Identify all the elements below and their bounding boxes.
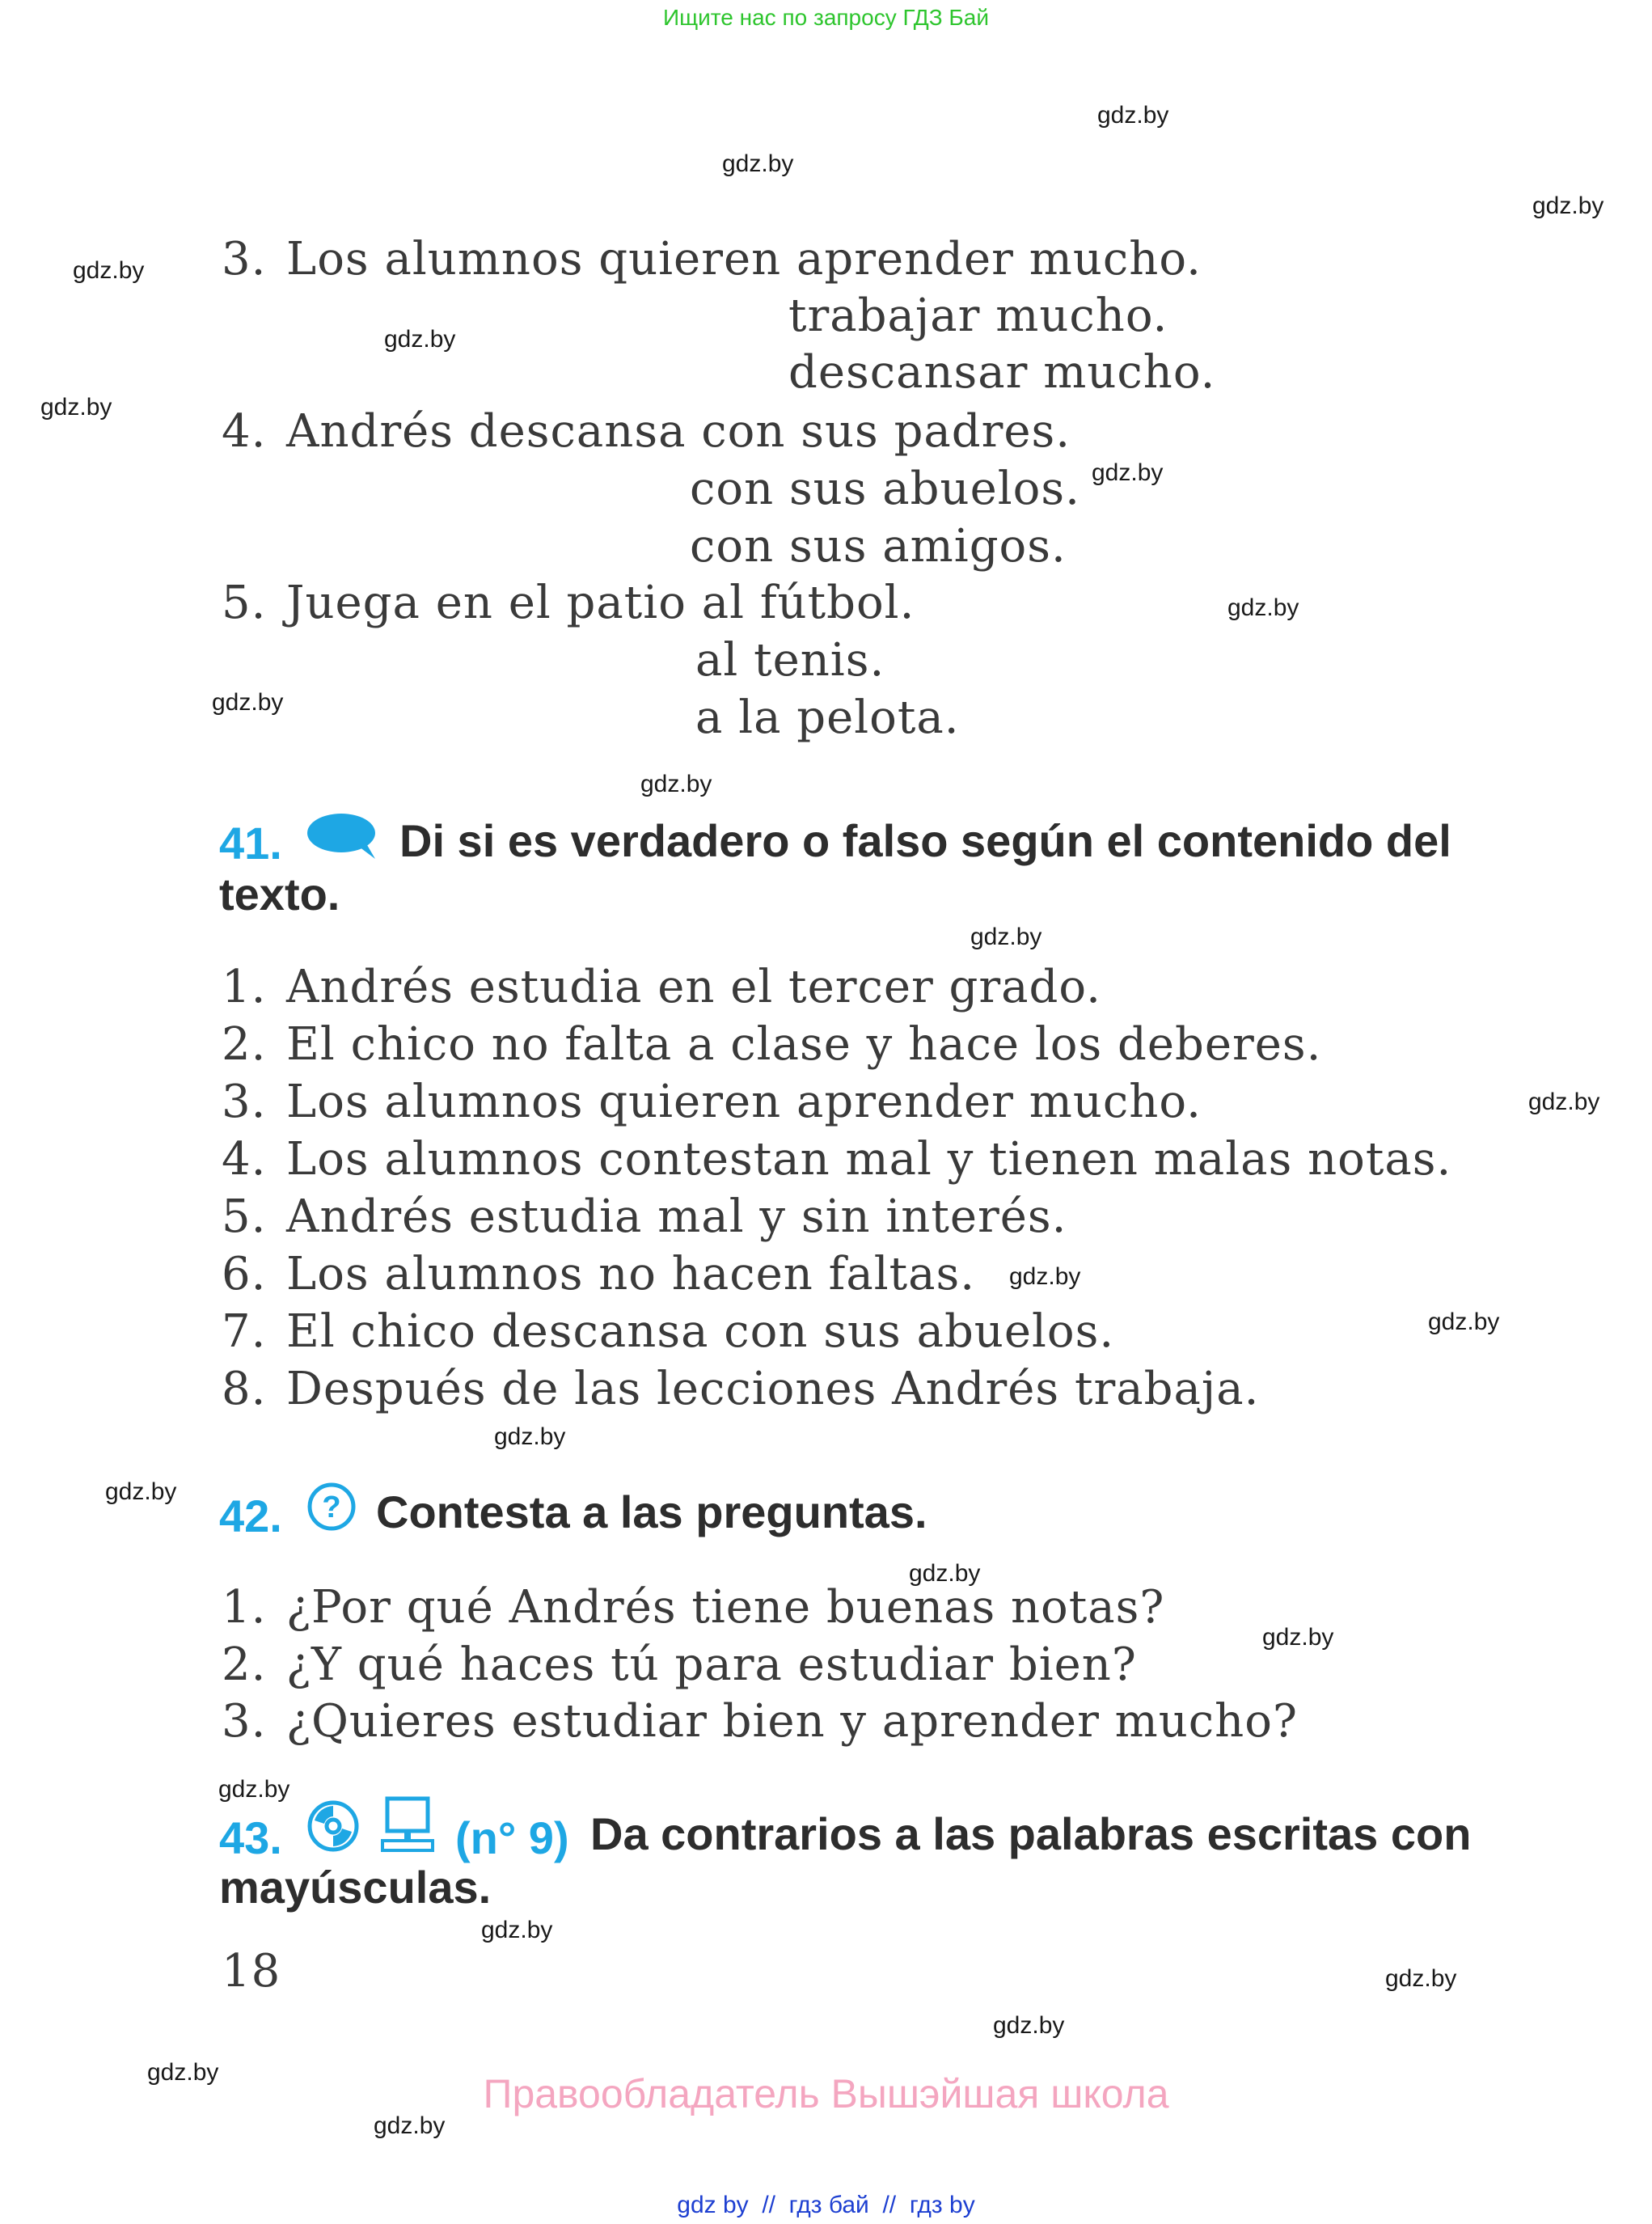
page-number: 18	[222, 1945, 281, 1998]
exercise-41-number: 41.	[219, 818, 282, 869]
watermark: gdz.by	[993, 2012, 1065, 2039]
item-text: Después de las lecciones Andrés trabaja.	[286, 1363, 1260, 1415]
item-number: 2.	[222, 1018, 267, 1071]
watermark: gdz.by	[970, 924, 1042, 950]
exercise-43-number: 43.	[219, 1812, 282, 1863]
item-number: 1.	[222, 961, 267, 1013]
item-text: Andrés estudia mal y sin interés.	[286, 1190, 1067, 1243]
cd-disc-icon	[306, 1799, 360, 1853]
item-number: 4.	[222, 405, 267, 458]
watermark: gdz.by	[909, 1560, 981, 1587]
item-number: 3.	[222, 1076, 267, 1128]
watermark: gdz.by	[481, 1917, 553, 1943]
item-text: Los alumnos no hacen faltas.	[286, 1248, 976, 1300]
exercise-43-ref: (n° 9)	[455, 1812, 569, 1863]
item-text: El chico no falta a clase y hace los deberes.	[286, 1018, 1322, 1071]
item-number: 2.	[222, 1638, 267, 1691]
item-text: ¿Por qué Andrés tiene buenas notas?	[286, 1581, 1165, 1634]
question-circle-icon	[306, 1482, 357, 1532]
watermark: gdz.by	[374, 2112, 446, 2139]
list-item	[222, 1133, 1452, 1186]
watermark: gdz.by	[1092, 459, 1164, 486]
list-item	[222, 1076, 1202, 1128]
watermark: gdz.by	[1097, 102, 1169, 129]
watermark: gdz.by	[1428, 1309, 1500, 1335]
watermark: gdz.by	[1262, 1624, 1334, 1651]
list-item	[222, 1190, 1067, 1243]
item-number: 3.	[222, 233, 267, 285]
item-text: ¿Y qué haces tú para estudiar bien?	[286, 1638, 1137, 1691]
item-number: 6.	[222, 1248, 267, 1300]
watermark: gdz.by	[40, 394, 112, 421]
item-text: Los alumnos quieren aprender mucho.	[286, 1076, 1202, 1128]
computer-icon	[381, 1795, 434, 1854]
watermark: gdz.by	[722, 150, 794, 177]
exercise-41-title-cont: texto.	[219, 869, 340, 920]
list-item	[222, 233, 1202, 285]
watermark: gdz.by	[212, 689, 284, 716]
speech-bubble-icon	[306, 812, 380, 860]
item-number: 3.	[222, 1695, 267, 1748]
top-banner: Ищите нас по запросу ГДЗ Бай	[662, 5, 990, 30]
exercise-42-title: Contesta a las preguntas.	[376, 1486, 927, 1537]
list-alt: con sus amigos.	[690, 520, 1067, 573]
watermark: gdz.by	[1528, 1089, 1600, 1115]
watermark: gdz.by	[1532, 192, 1604, 219]
list-item	[222, 1581, 1165, 1634]
list-alt: con sus abuelos.	[690, 463, 1080, 515]
list-item	[222, 577, 915, 629]
item-text: Juega en el patio al fútbol.	[286, 577, 915, 629]
watermark: gdz.by	[494, 1423, 566, 1450]
copyright-text: Правообладатель Вышэйшая школа	[483, 2071, 1169, 2116]
list-item	[222, 1363, 1260, 1415]
list-item	[222, 961, 1101, 1013]
watermark: gdz.by	[218, 1776, 290, 1803]
item-text: Los alumnos quieren aprender mucho.	[286, 233, 1202, 285]
item-number: 5.	[222, 577, 267, 629]
svg-text:?: ?	[322, 1490, 341, 1524]
footer-links[interactable]: gdz by // гдз бай // гдз by	[677, 2192, 975, 2218]
item-text: El chico descansa con sus abuelos.	[286, 1305, 1115, 1358]
list-item	[222, 405, 1071, 458]
item-number: 5.	[222, 1190, 267, 1243]
watermark: gdz.by	[1385, 1965, 1457, 1992]
list-item	[222, 1695, 1298, 1748]
list-item	[222, 1638, 1137, 1691]
list-item	[222, 1305, 1115, 1358]
item-text: ¿Quieres estudiar bien y aprender mucho?	[286, 1695, 1298, 1748]
item-number: 1.	[222, 1581, 267, 1634]
exercise-43-title-cont: mayúsculas.	[219, 1862, 492, 1913]
list-item	[222, 1248, 976, 1300]
item-number: 8.	[222, 1363, 267, 1415]
list-item	[222, 1018, 1322, 1071]
watermark: gdz.by	[1227, 594, 1299, 621]
exercise-42-number: 42.	[219, 1490, 282, 1541]
item-number: 7.	[222, 1305, 267, 1358]
item-text: Andrés estudia en el tercer grado.	[286, 961, 1101, 1013]
list-alt: descansar mucho.	[788, 346, 1216, 399]
item-number: 4.	[222, 1133, 267, 1186]
list-alt: a la pelota.	[695, 691, 960, 744]
watermark: gdz.by	[1009, 1263, 1081, 1290]
exercise-41-title: Di si es verdadero o falso según el contenido del	[399, 815, 1451, 866]
watermark: gdz.by	[73, 257, 145, 284]
watermark: gdz.by	[105, 1478, 177, 1505]
watermark: gdz.by	[384, 326, 456, 353]
item-text: Los alumnos contestan mal y tienen malas notas.	[286, 1133, 1452, 1186]
list-alt: al tenis.	[695, 634, 885, 687]
exercise-43-title: Da contrarios a las palabras escritas con	[590, 1808, 1472, 1859]
watermark: gdz.by	[640, 771, 712, 797]
watermark: gdz.by	[147, 2059, 219, 2086]
item-text: Andrés descansa con sus padres.	[286, 405, 1071, 458]
list-alt: trabajar mucho.	[788, 290, 1168, 342]
